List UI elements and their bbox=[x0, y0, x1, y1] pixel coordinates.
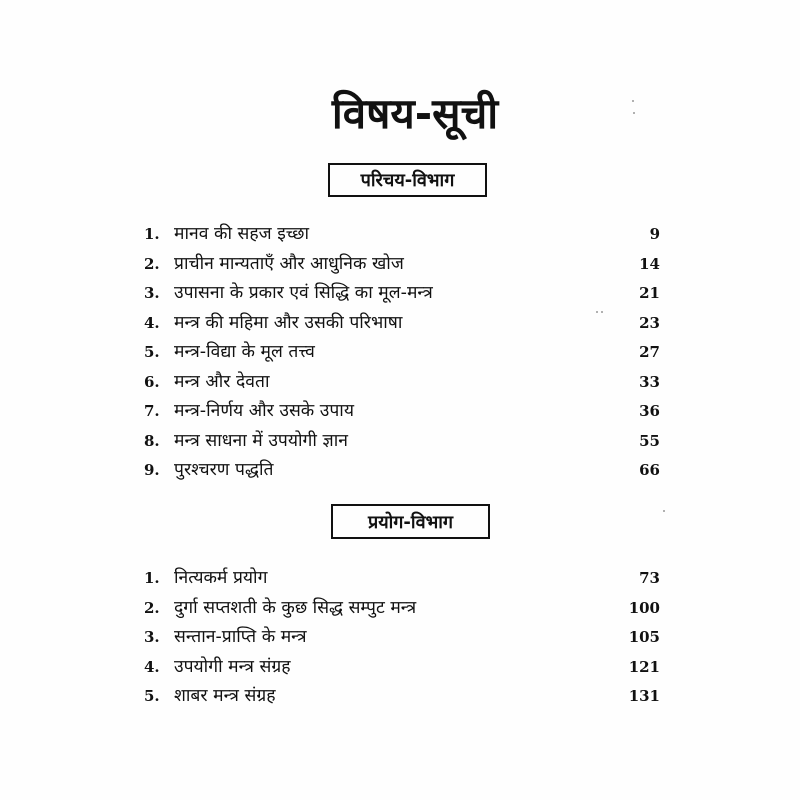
entry-title: शाबर मन्त्र संग्रह bbox=[174, 686, 276, 706]
section-heading-label: प्रयोग-विभाग bbox=[367, 511, 454, 533]
entry-number: 4. bbox=[144, 657, 160, 676]
toc-entry[interactable] bbox=[144, 368, 660, 398]
toc-entry[interactable] bbox=[144, 250, 660, 280]
entry-page: 131 bbox=[628, 687, 660, 705]
entry-title: पुरश्चरण पद्धति bbox=[174, 460, 274, 480]
scan-speck bbox=[601, 311, 603, 313]
entry-title: मन्त्र और देवता bbox=[174, 371, 270, 392]
toc-entry[interactable] bbox=[144, 220, 660, 250]
entry-page: 14 bbox=[639, 254, 660, 273]
entry-number: 1. bbox=[144, 225, 160, 243]
entry-page: 33 bbox=[639, 372, 660, 391]
entry-number: 2. bbox=[144, 254, 160, 273]
entry-number: 6. bbox=[144, 372, 160, 391]
toc-list-prayog bbox=[144, 564, 660, 712]
entry-number: 3. bbox=[144, 284, 160, 302]
entry-title: उपासना के प्रकार एवं सिद्धि का मूल-मन्त्र bbox=[174, 283, 433, 303]
toc-entry[interactable] bbox=[144, 594, 660, 624]
entry-number: 2. bbox=[144, 598, 160, 617]
toc-entry[interactable] bbox=[144, 682, 660, 712]
scan-speck bbox=[596, 311, 598, 313]
entry-number: 4. bbox=[144, 313, 160, 332]
entry-title: मन्त्र-निर्णय और उसके उपाय bbox=[174, 401, 354, 421]
entry-page: 105 bbox=[628, 628, 660, 646]
toc-list-parichay bbox=[144, 220, 660, 486]
entry-page: 100 bbox=[628, 598, 660, 617]
entry-title: उपयोगी मन्त्र संग्रह bbox=[174, 656, 291, 677]
toc-entry[interactable] bbox=[144, 309, 660, 339]
scan-speck bbox=[633, 112, 635, 114]
toc-entry[interactable] bbox=[144, 338, 660, 368]
entry-title: प्राचीन मान्यताएँ और आधुनिक खोज bbox=[174, 253, 404, 274]
entry-number: 5. bbox=[144, 343, 160, 361]
section-heading-prayog bbox=[331, 504, 490, 539]
entry-number: 9. bbox=[144, 461, 160, 479]
entry-title: दुर्गा सप्तशती के कुछ सिद्ध सम्पुट मन्त्र bbox=[174, 597, 417, 618]
section-heading-parichay bbox=[328, 163, 487, 197]
entry-page: 21 bbox=[639, 284, 660, 302]
entry-number: 7. bbox=[144, 402, 160, 420]
entry-page: 9 bbox=[649, 225, 660, 243]
entry-number: 8. bbox=[144, 431, 160, 450]
toc-entry[interactable] bbox=[144, 653, 660, 683]
toc-entry[interactable] bbox=[144, 397, 660, 427]
entry-page: 55 bbox=[639, 431, 660, 450]
section-heading-label: परिचय-विभाग bbox=[360, 170, 455, 191]
entry-page: 36 bbox=[639, 402, 660, 420]
entry-title: मन्त्र साधना में उपयोगी ज्ञान bbox=[174, 430, 348, 451]
page-title: विषय-सूची bbox=[331, 89, 499, 138]
entry-page: 27 bbox=[639, 343, 660, 361]
toc-entry[interactable] bbox=[144, 623, 660, 653]
toc-entry[interactable] bbox=[144, 279, 660, 309]
entry-page: 73 bbox=[639, 569, 660, 587]
entry-title: सन्तान-प्राप्ति के मन्त्र bbox=[174, 627, 307, 647]
entry-title: नित्यकर्म प्रयोग bbox=[174, 568, 268, 588]
toc-entry[interactable] bbox=[144, 427, 660, 457]
entry-title: मानव की सहज इच्छा bbox=[174, 224, 310, 244]
entry-number: 5. bbox=[144, 687, 160, 705]
toc-entry[interactable] bbox=[144, 564, 660, 594]
toc-entry[interactable] bbox=[144, 456, 660, 486]
entry-number: 1. bbox=[144, 569, 160, 587]
scan-speck bbox=[663, 510, 665, 512]
scan-speck bbox=[632, 100, 634, 102]
entry-page: 121 bbox=[628, 657, 660, 676]
entry-title: मन्त्र-विद्या के मूल तत्त्व bbox=[174, 342, 315, 362]
entry-page: 66 bbox=[639, 461, 660, 479]
entry-page: 23 bbox=[639, 313, 660, 332]
entry-number: 3. bbox=[144, 628, 160, 646]
entry-title: मन्त्र की महिमा और उसकी परिभाषा bbox=[174, 312, 403, 333]
